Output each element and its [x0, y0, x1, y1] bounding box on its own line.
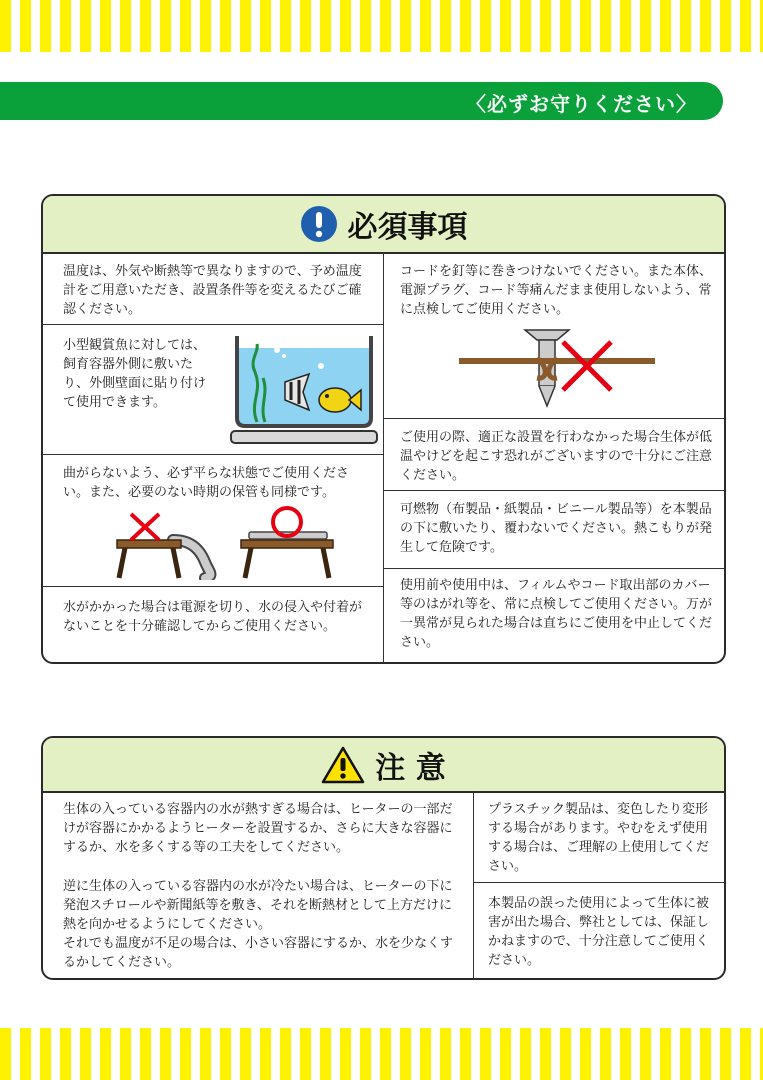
warning-triangle-icon [321, 746, 365, 784]
caution-header [43, 738, 724, 793]
row-divider [43, 454, 383, 455]
flat-placement-illustration [113, 504, 343, 580]
top-stripe-border [0, 0, 763, 52]
caution-title: 注 意 [375, 750, 446, 786]
caution-box [41, 736, 726, 980]
aquarium-illustration [229, 332, 379, 448]
caution-right-2: 本製品の誤った使用によって生体に被害が出た場合、弊社としては、保証しかねますので、十分注意してご使用ください。 [488, 896, 710, 968]
row-divider [384, 490, 724, 491]
row-divider [474, 882, 724, 883]
banner-text: 〈必ずお守りください〉 [466, 92, 697, 116]
exclamation-circle-icon [300, 205, 338, 243]
required-items-box [41, 194, 726, 664]
required-right-3: 可燃物（布製品・紙製品・ビニール製品等）を本製品の下に敷いたり、覆わないでください。熱こもりが発生して危険です。 [400, 502, 713, 555]
row-divider [384, 418, 724, 419]
caution-right-1: プラスチック製品は、変色したり変形する場合があります。やむをえず使用する場合は、ご理解の上使用してください。 [488, 802, 710, 874]
caution-left-2: 逆に生体の入っている容器内の水が冷たい場合は、ヒーターの下に発泡スチロールや新聞紙等を敷き、それを断熱材として上方だけに熱を向かせるようにしてください。 [63, 879, 453, 932]
required-left-3: 曲がらないよう、必ず平らな状態でご使用ください。また、必要のない時期の保管も同様です。 [63, 466, 350, 500]
notice-banner [0, 82, 723, 120]
required-left-4: 水がかかった場合は電源を切り、水の侵入や付着がないことを十分確認してからご使用ください。 [63, 600, 363, 634]
required-right-4: 使用前や使用中は、フィルムやコード取出部のカバー等のはがれ等を、常に点検してご使用ください。万が一異常が見られた場合は直ちにご使用を中止してください。 [400, 578, 713, 650]
required-header [43, 196, 724, 254]
caution-left-3: それでも温度が不足の場合は、小さい容器にするか、水を少なくするかしてください。 [63, 936, 454, 970]
cord-on-nail-illustration [459, 324, 659, 410]
required-right-1: コードを釘等に巻きつけないでください。また本体、電源プラグ、コード等痛んだまま使用しないよう、常に点検してご使用ください。 [400, 264, 713, 317]
required-title: 必須事項 [347, 210, 468, 245]
row-divider [43, 586, 383, 587]
required-left-1: 温度は、外気や断熱等で異なりますので、予め温度計をご用意いただき、設置条件等を変えるたびご確認ください。 [63, 264, 362, 317]
caution-left-1: 生体の入っている容器内の水が熱すぎる場合は、ヒーターの一部だけが容器にかかるようヒーターを設置するか、さらに大きな容器にするか、水を多くする等の工夫をしてください。 [63, 802, 453, 855]
row-divider [43, 324, 383, 325]
bottom-stripe-border [0, 1028, 763, 1080]
row-divider [384, 568, 724, 569]
required-right-2: ご使用の際、適正な設置を行わなかった場合生体が低温やけどを起こす恐れがございますので十分にご注意ください。 [400, 430, 713, 483]
required-left-2: 小型観賞魚に対しては、飼育容器外側に敷いたり、外側壁面に貼り付けて使用できます。 [63, 338, 207, 410]
